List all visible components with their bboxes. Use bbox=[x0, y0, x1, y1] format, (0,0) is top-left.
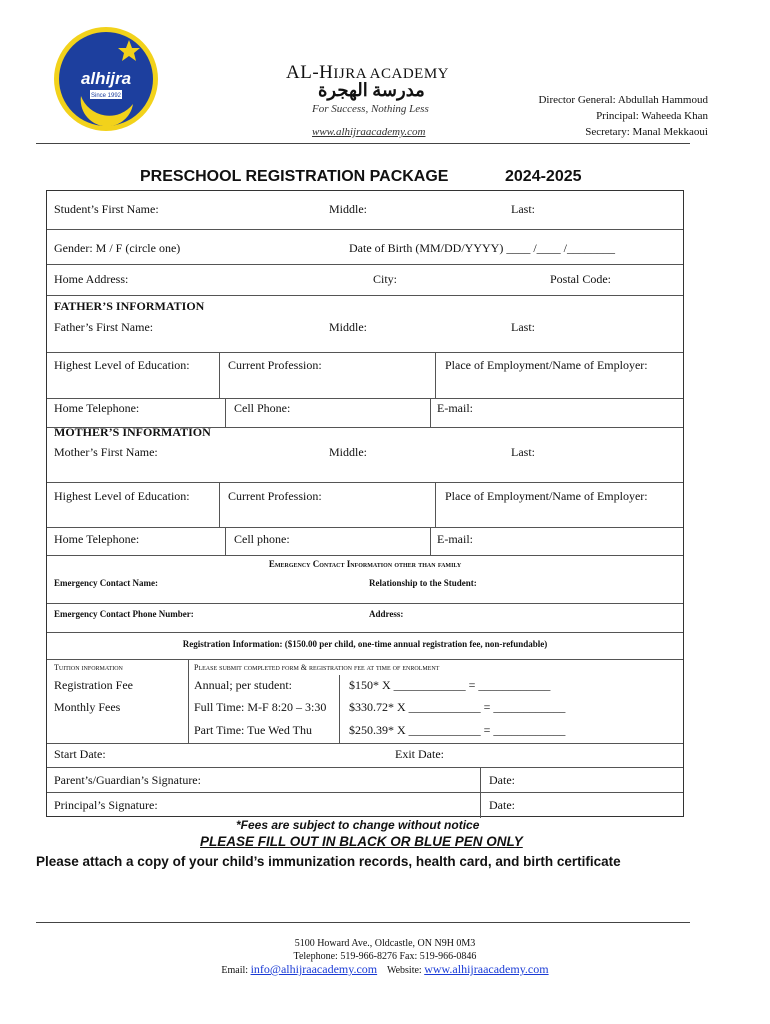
emergency-address-label: Address: bbox=[369, 609, 404, 619]
full-time-calc: $330.72* X ____________ = ____________ bbox=[349, 700, 566, 714]
website-link-footer[interactable]: www.alhijraacademy.com bbox=[424, 962, 549, 976]
mother-middle-label: Middle: bbox=[329, 445, 367, 459]
father-employer-label: Place of Employment/Name of Employer: bbox=[445, 358, 648, 372]
footer-phones: Telephone: 519-966-8276 Fax: 519-966-0846 bbox=[293, 951, 477, 962]
mother-first-name-label: Mother’s First Name: bbox=[54, 445, 158, 459]
parent-signature-date-label: Date: bbox=[489, 773, 515, 787]
exit-date-label: Exit Date: bbox=[395, 747, 444, 761]
emergency-section-heading: Emergency Contact Information other than family bbox=[268, 559, 462, 569]
student-last-label: Last: bbox=[511, 202, 535, 216]
svg-text:Since 1992: Since 1992 bbox=[90, 93, 122, 99]
mother-cell-phone-label: Cell phone: bbox=[234, 532, 290, 546]
annual-label: Annual; per student: bbox=[194, 678, 292, 692]
emergency-phone-label: Emergency Contact Phone Number: bbox=[54, 609, 194, 619]
monthly-fees-label: Monthly Fees bbox=[54, 700, 121, 714]
mother-profession-label: Current Profession: bbox=[228, 489, 322, 503]
tuition-heading: Tuition information bbox=[54, 663, 123, 672]
registration-form bbox=[46, 190, 684, 817]
footer-divider bbox=[36, 922, 690, 923]
father-home-telephone-label: Home Telephone: bbox=[54, 401, 140, 415]
student-middle-label: Middle: bbox=[329, 202, 367, 216]
father-email-label: E-mail: bbox=[437, 401, 473, 415]
father-middle-label: Middle: bbox=[329, 320, 367, 334]
email-label: Email: bbox=[221, 965, 249, 976]
form-year: 2024-2025 bbox=[505, 168, 582, 185]
father-education-label: Highest Level of Education: bbox=[54, 358, 190, 372]
principal: Principal: Waheeda Khan bbox=[596, 110, 708, 122]
form-title: PRESCHOOL REGISTRATION PACKAGE bbox=[140, 168, 449, 185]
email-link[interactable]: info@alhijraacademy.com bbox=[250, 962, 378, 976]
full-time-label: Full Time: M-F 8:20 – 3:30 bbox=[194, 700, 327, 714]
footer-address: 5100 Howard Ave., Oldcastle, ON N9H 0M3 bbox=[294, 938, 476, 949]
website-label: Website: bbox=[386, 965, 422, 976]
header-divider bbox=[36, 143, 690, 144]
director-general: Director General: Abdullah Hammoud bbox=[538, 94, 708, 106]
mother-last-label: Last: bbox=[511, 445, 535, 459]
father-last-label: Last: bbox=[511, 320, 535, 334]
principal-signature-label: Principal’s Signature: bbox=[54, 798, 158, 812]
submit-note: Please submit completed form & registration fee at time of enrolment bbox=[194, 663, 440, 672]
svg-text:alhijra: alhijra bbox=[80, 69, 132, 88]
postal-code-label: Postal Code: bbox=[550, 272, 612, 286]
mother-email-label: E-mail: bbox=[437, 532, 473, 546]
father-section-heading: FATHER’S INFORMATION bbox=[54, 299, 205, 313]
academy-arabic-name: مدرسة الهجرة bbox=[318, 80, 425, 100]
emergency-name-label: Emergency Contact Name: bbox=[54, 578, 158, 588]
mother-section-heading: MOTHER’S INFORMATION bbox=[54, 425, 211, 439]
father-profession-label: Current Profession: bbox=[228, 358, 322, 372]
home-address-label: Home Address: bbox=[54, 272, 129, 286]
father-first-name-label: Father’s First Name: bbox=[54, 320, 154, 334]
student-first-name-label: Student’s First Name: bbox=[54, 202, 159, 216]
date-of-birth-label: Date of Birth (MM/DD/YYYY) ____ /____ /________ bbox=[349, 241, 615, 255]
academy-name: AL-HIJRA ACADEMY bbox=[286, 62, 449, 83]
start-date-label: Start Date: bbox=[54, 747, 106, 761]
registration-info: Registration Information: ($150.00 per child, one-time annual registration fee, non-refundable) bbox=[182, 639, 548, 649]
mother-home-telephone-label: Home Telephone: bbox=[54, 532, 140, 546]
principal-signature-date-label: Date: bbox=[489, 798, 515, 812]
registration-fee-calc: $150* X ____________ = ____________ bbox=[349, 678, 551, 692]
website-link-top[interactable]: www.alhijraacademy.com bbox=[312, 126, 426, 138]
attach-note: Please attach a copy of your child’s immunization records, health card, and birth certificate bbox=[36, 854, 621, 869]
part-time-label: Part Time: Tue Wed Thu bbox=[194, 723, 312, 737]
parent-signature-label: Parent’s/Guardian’s Signature: bbox=[54, 773, 201, 787]
tagline: For Success, Nothing Less bbox=[312, 103, 429, 115]
part-time-calc: $250.39* X ____________ = ____________ bbox=[349, 723, 566, 737]
gender-label: Gender: M / F (circle one) bbox=[54, 241, 181, 255]
father-cell-phone-label: Cell Phone: bbox=[234, 401, 291, 415]
emergency-relationship-label: Relationship to the Student: bbox=[369, 578, 477, 588]
registration-fee-label: Registration Fee bbox=[54, 678, 133, 692]
mother-employer-label: Place of Employment/Name of Employer: bbox=[445, 489, 648, 503]
academy-logo bbox=[53, 26, 159, 132]
mother-education-label: Highest Level of Education: bbox=[54, 489, 190, 503]
staff-list bbox=[538, 92, 708, 140]
pen-note: PLEASE FILL OUT IN BLACK OR BLUE PEN ONLY bbox=[200, 834, 523, 849]
secretary: Secretary: Manal Mekkaoui bbox=[585, 126, 708, 138]
city-label: City: bbox=[373, 272, 398, 286]
footer-contact bbox=[0, 962, 770, 977]
fees-note: *Fees are subject to change without notice bbox=[236, 818, 480, 832]
